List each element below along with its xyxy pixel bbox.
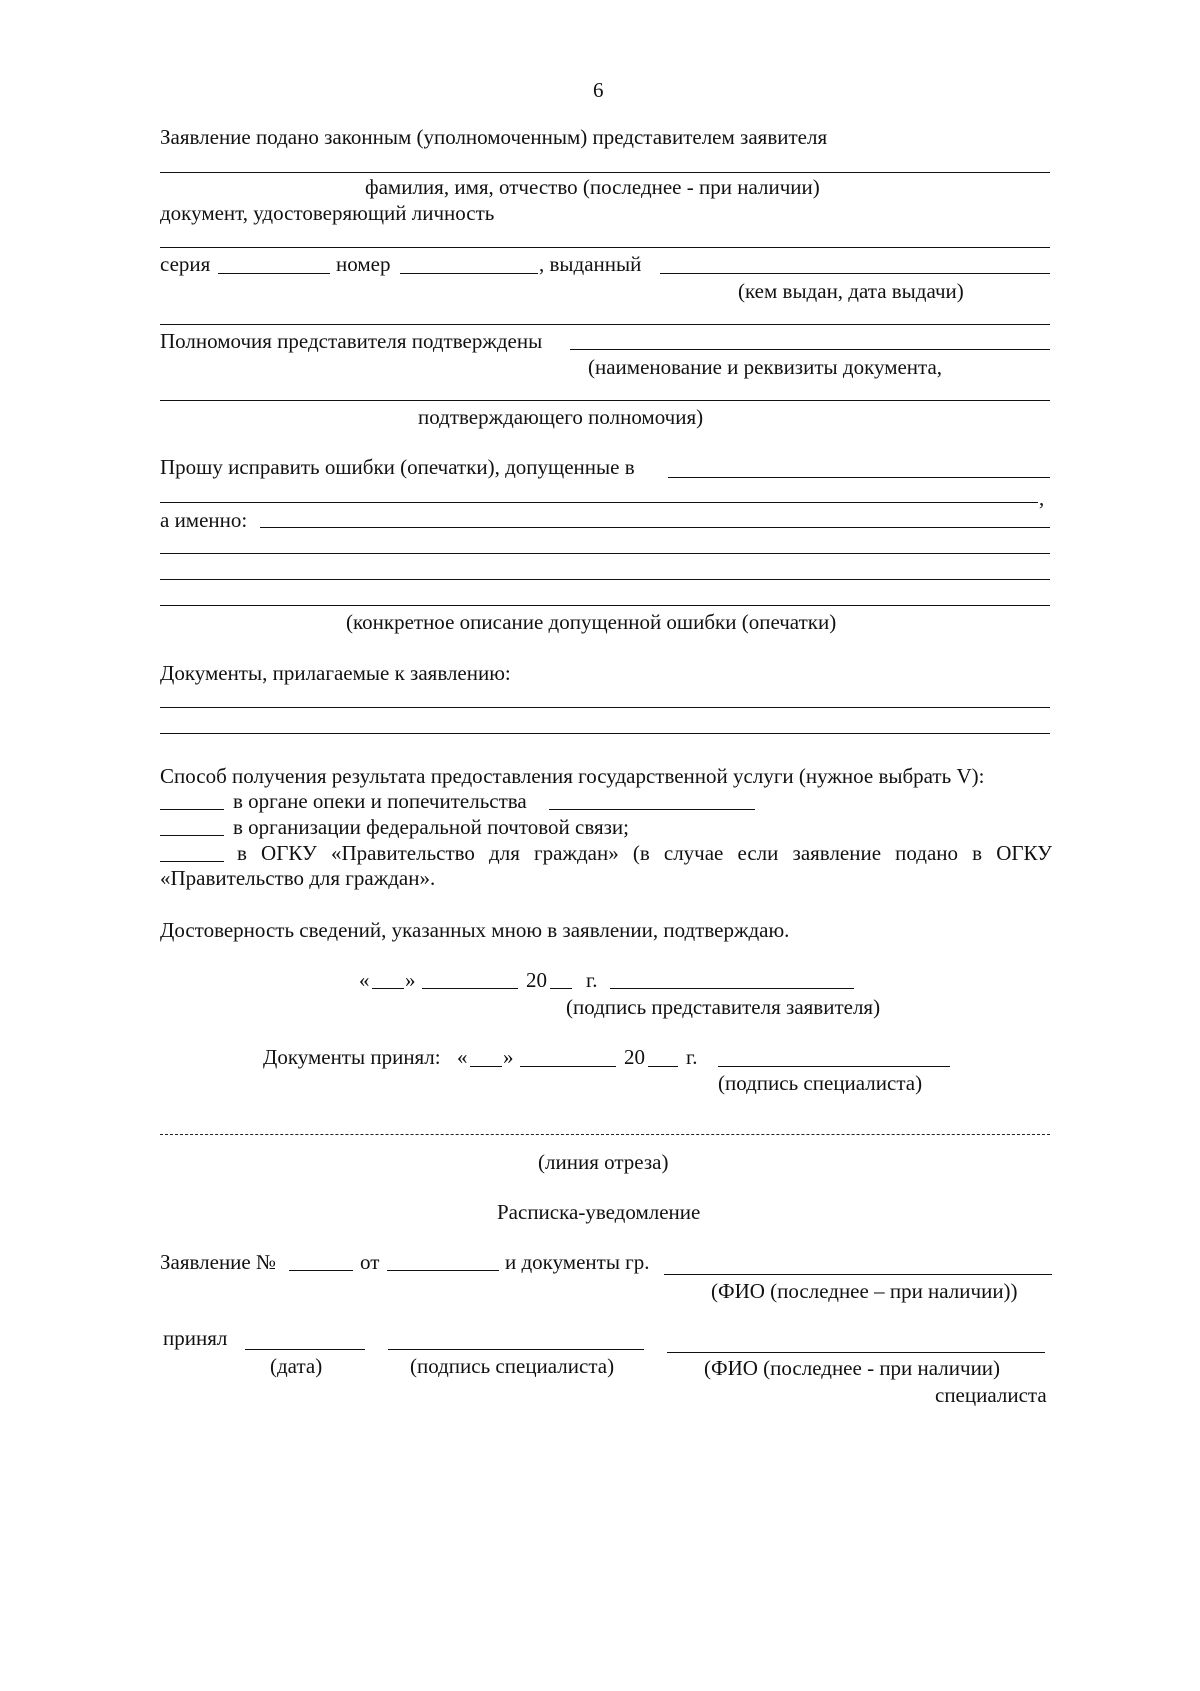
receipt-specialist-fio-caption: (ФИО (последнее - при наличии) (704, 1356, 1001, 1380)
receipt-specialist-fio-field[interactable] (667, 1352, 1045, 1353)
error-description-caption: (конкретное описание допущенной ошибки (опечатки) (346, 610, 837, 634)
applicant-day-field[interactable] (372, 988, 404, 989)
applicant-month-field[interactable] (422, 988, 518, 989)
citizen-fio-field[interactable] (664, 1274, 1052, 1275)
page-number: 6 (593, 78, 604, 102)
applicant-year-field[interactable] (550, 988, 572, 989)
accepted-quote-open: « (457, 1045, 468, 1069)
receipt-date-field[interactable] (245, 1349, 365, 1350)
representative-heading: Заявление подано законным (уполномоченным) представителем заявителя (160, 125, 828, 149)
issued-label: , выданный (539, 252, 642, 276)
attachments-label: Документы, прилагаемые к заявлению: (160, 661, 511, 685)
delivery-option-3-label-line-1: в ОГКУ «Правительство для граждан» (в случае если заявление подано в ОГКУ (237, 841, 1052, 865)
specialist-signature-caption: (подпись специалиста) (718, 1071, 923, 1095)
authority-caption-2: подтверждающего полномочия) (418, 405, 704, 429)
delivery-option-2-label: в организации федеральной почтовой связи; (233, 815, 630, 839)
delivery-option-3-label-line-2: «Правительство для граждан». (160, 866, 436, 890)
accepted-year-suffix: г. (686, 1045, 698, 1069)
comma-mark: , (1039, 486, 1045, 510)
documents-label: и документы гр. (505, 1250, 650, 1274)
authority-document-field-line-2[interactable] (160, 400, 1050, 401)
issued-by-field-line-2[interactable] (160, 324, 1050, 325)
error-description-field-2[interactable] (160, 553, 1050, 554)
year-prefix: 20 (526, 968, 547, 992)
namely-label: а именно: (160, 508, 248, 532)
confirmation-text: Достоверность сведений, указанных мною в заявлении, подтверждаю. (160, 918, 790, 942)
attachments-field-2[interactable] (160, 733, 1050, 734)
citizen-fio-caption: (ФИО (последнее – при наличии)) (711, 1279, 1018, 1303)
specialist-signature-field[interactable] (718, 1066, 950, 1067)
fio-caption: фамилия, имя, отчество (последнее - при наличии) (365, 175, 820, 199)
delivery-option-1-field[interactable] (549, 809, 755, 810)
authority-label: Полномочия представителя подтверждены (160, 329, 543, 353)
delivery-option-1-label: в органе опеки и попечительства (233, 789, 527, 813)
receipt-title: Расписка-уведомление (497, 1200, 701, 1224)
error-description-field-3[interactable] (160, 579, 1050, 580)
error-description-field-4[interactable] (160, 605, 1050, 606)
issued-caption: (кем выдан, дата выдачи) (738, 279, 964, 303)
representative-fio-field[interactable] (160, 172, 1050, 173)
delivery-option-1-checkbox[interactable] (160, 809, 224, 810)
error-description-field-1[interactable] (260, 527, 1050, 528)
id-document-label: документ, удостоверяющий личность (160, 201, 495, 225)
correction-document-field[interactable] (668, 477, 1050, 478)
from-label: от (360, 1250, 380, 1274)
number-label: номер (336, 252, 391, 276)
receipt-signature-field[interactable] (388, 1349, 644, 1350)
receipt-accepted-label: принял (163, 1326, 228, 1350)
application-number-label: Заявление № (160, 1250, 277, 1274)
accepted-quote-close: » (503, 1045, 514, 1069)
applicant-signature-caption: (подпись представителя заявителя) (566, 995, 881, 1019)
cut-line-caption: (линия отреза) (538, 1150, 669, 1174)
application-date-field[interactable] (387, 1270, 499, 1271)
delivery-option-2-checkbox[interactable] (160, 835, 224, 836)
authority-document-field[interactable] (570, 349, 1050, 350)
receipt-signature-caption: (подпись специалиста) (410, 1354, 615, 1378)
receipt-date-caption: (дата) (270, 1354, 323, 1378)
date-quote-close: » (405, 968, 416, 992)
accepted-year-prefix: 20 (624, 1045, 645, 1069)
id-document-field[interactable] (160, 247, 1050, 248)
year-suffix: г. (586, 968, 598, 992)
issued-by-field[interactable] (660, 273, 1050, 274)
series-label: серия (160, 252, 211, 276)
accepted-year-field[interactable] (648, 1066, 678, 1067)
application-number-field[interactable] (289, 1270, 353, 1271)
series-field[interactable] (218, 273, 330, 274)
authority-caption-1: (наименование и реквизиты документа, (588, 355, 943, 379)
cut-line (160, 1134, 1050, 1135)
receipt-specialist-word: специалиста (935, 1383, 1047, 1407)
accepted-day-field[interactable] (470, 1066, 502, 1067)
date-quote-open: « (359, 968, 370, 992)
correction-request-label: Прошу исправить ошибки (опечатки), допущенные в (160, 455, 635, 479)
accepted-month-field[interactable] (520, 1066, 616, 1067)
delivery-option-3-checkbox[interactable] (160, 861, 224, 862)
attachments-field-1[interactable] (160, 707, 1050, 708)
number-field[interactable] (400, 273, 538, 274)
accepted-by-label: Документы принял: (263, 1045, 441, 1069)
applicant-signature-field[interactable] (610, 988, 854, 989)
delivery-heading: Способ получения результата предоставления государственной услуги (нужное выбрать V): (160, 764, 985, 788)
correction-document-field-line-2[interactable] (160, 502, 1038, 503)
